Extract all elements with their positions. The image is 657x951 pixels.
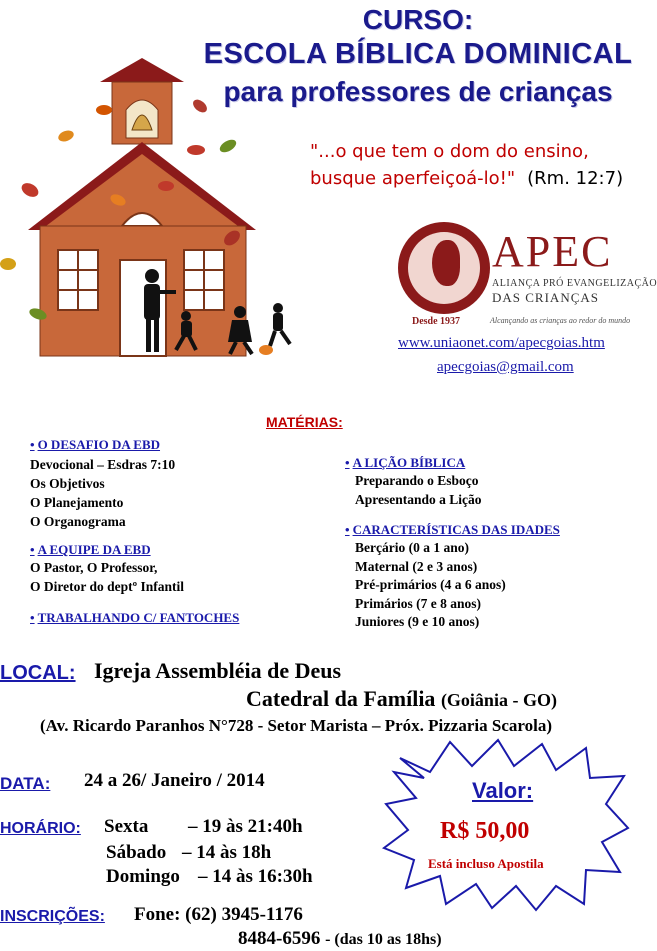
apec-slogan: Alcançando as crianças ao redor do mundo bbox=[490, 316, 631, 325]
list-item: Preparando o Esboço bbox=[355, 473, 479, 488]
horario-label: HORÁRIO: bbox=[0, 820, 81, 837]
apec-tagline-1: ALIANÇA PRÓ EVANGELIZAÇÃO bbox=[492, 278, 657, 289]
list-item: Devocional – Esdras 7:10 bbox=[30, 457, 176, 472]
schoolhouse-illustration bbox=[0, 50, 300, 370]
local-city: (Goiânia - GO) bbox=[440, 690, 557, 710]
quote-line-1: "...o que tem o dom do ensino, bbox=[310, 141, 589, 162]
left-window bbox=[58, 250, 98, 310]
topic-desafio: • O DESAFIO DA EBD bbox=[30, 437, 161, 452]
horario-day-2: Sábado bbox=[106, 842, 167, 863]
local-line-1: Igreja Assembléia de Deus bbox=[94, 658, 342, 683]
right-window bbox=[184, 250, 224, 310]
topic-idades: • CARACTERÍSTICAS DAS IDADES bbox=[345, 522, 560, 537]
data-label: DATA: bbox=[0, 774, 51, 793]
local-line-2: Catedral da Família (Goiânia - GO) bbox=[246, 686, 557, 711]
topic-licao: • A LIÇÃO BÍBLICA bbox=[345, 455, 466, 470]
bible-quote bbox=[310, 138, 630, 192]
topic-equipe-items bbox=[30, 558, 184, 596]
local-address: (Av. Ricardo Paranhos N°728 - Setor Marista – Próx. Pizzaria Scarola) bbox=[40, 716, 552, 735]
topic-desafio-items bbox=[30, 455, 175, 531]
list-item: Primários (7 e 8 anos) bbox=[355, 595, 481, 611]
horario-day-3: Domingo bbox=[106, 866, 180, 887]
list-item: Maternal (2 e 3 anos) bbox=[355, 558, 478, 574]
topic-fantoches: • TRABALHANDO C/ FANTOCHES bbox=[30, 610, 240, 625]
apec-since: Desde 1937 bbox=[412, 316, 461, 327]
valor-price: R$ 50,00 bbox=[440, 818, 530, 844]
materias-title: MATÉRIAS: bbox=[266, 414, 343, 430]
course-subtitle: para professores de crianças bbox=[223, 76, 613, 107]
horario-time-1: – 19 às 21:40h bbox=[188, 816, 303, 837]
list-item: O Organograma bbox=[30, 514, 126, 529]
quote-line-2: busque aperfeiçoá-lo!" bbox=[310, 168, 516, 189]
topic-equipe: • A EQUIPE DA EBD bbox=[30, 542, 151, 557]
list-item: Berçário (0 a 1 ano) bbox=[355, 540, 469, 555]
apec-tagline-2: DAS CRIANÇAS bbox=[492, 290, 599, 305]
valor-label: Valor: bbox=[472, 778, 534, 803]
tower-roof bbox=[100, 58, 184, 82]
topic-idades-items bbox=[355, 539, 506, 632]
list-item: O Planejamento bbox=[30, 495, 124, 510]
list-item: O Pastor, O Professor, bbox=[30, 560, 158, 575]
inscricoes-phone-1: Fone: (62) 3945-1176 bbox=[134, 904, 303, 925]
horario-time-3: – 14 às 16:30h bbox=[198, 866, 313, 887]
list-item: Os Objetivos bbox=[30, 476, 105, 491]
course-label: CURSO: bbox=[362, 4, 474, 35]
inscricoes-label: INSCRIÇÕES: bbox=[0, 908, 105, 925]
list-item: Pré-primários (4 a 6 anos) bbox=[355, 577, 506, 592]
apec-logo-circle bbox=[398, 222, 490, 314]
list-item: Apresentando a Lição bbox=[355, 492, 482, 507]
inscricoes-phone-2: 8484-6596 - (das 10 as 18hs) bbox=[238, 928, 442, 949]
list-item: O Diretor do deptº Infantil bbox=[30, 579, 184, 594]
list-item: Juniores (9 e 10 anos) bbox=[355, 614, 480, 629]
topic-licao-items bbox=[355, 471, 482, 509]
horario-day-1: Sexta bbox=[104, 816, 149, 837]
quote-reference: (Rm. 12:7) bbox=[527, 168, 624, 189]
local-label: LOCAL: bbox=[0, 662, 76, 684]
valor-note: Está incluso Apostila bbox=[428, 856, 544, 871]
website-link[interactable]: www.uniaonet.com/apecgoias.htm bbox=[398, 335, 605, 351]
email-link[interactable]: apecgoias@gmail.com bbox=[437, 359, 574, 375]
course-title: ESCOLA BÍBLICA DOMINICAL bbox=[203, 38, 633, 70]
data-value: 24 a 26/ Janeiro / 2014 bbox=[84, 770, 265, 791]
inscricoes-hours: - (das 10 as 18hs) bbox=[325, 931, 442, 948]
horario-time-2: – 14 às 18h bbox=[182, 842, 272, 863]
apec-name: APEC bbox=[492, 227, 613, 276]
